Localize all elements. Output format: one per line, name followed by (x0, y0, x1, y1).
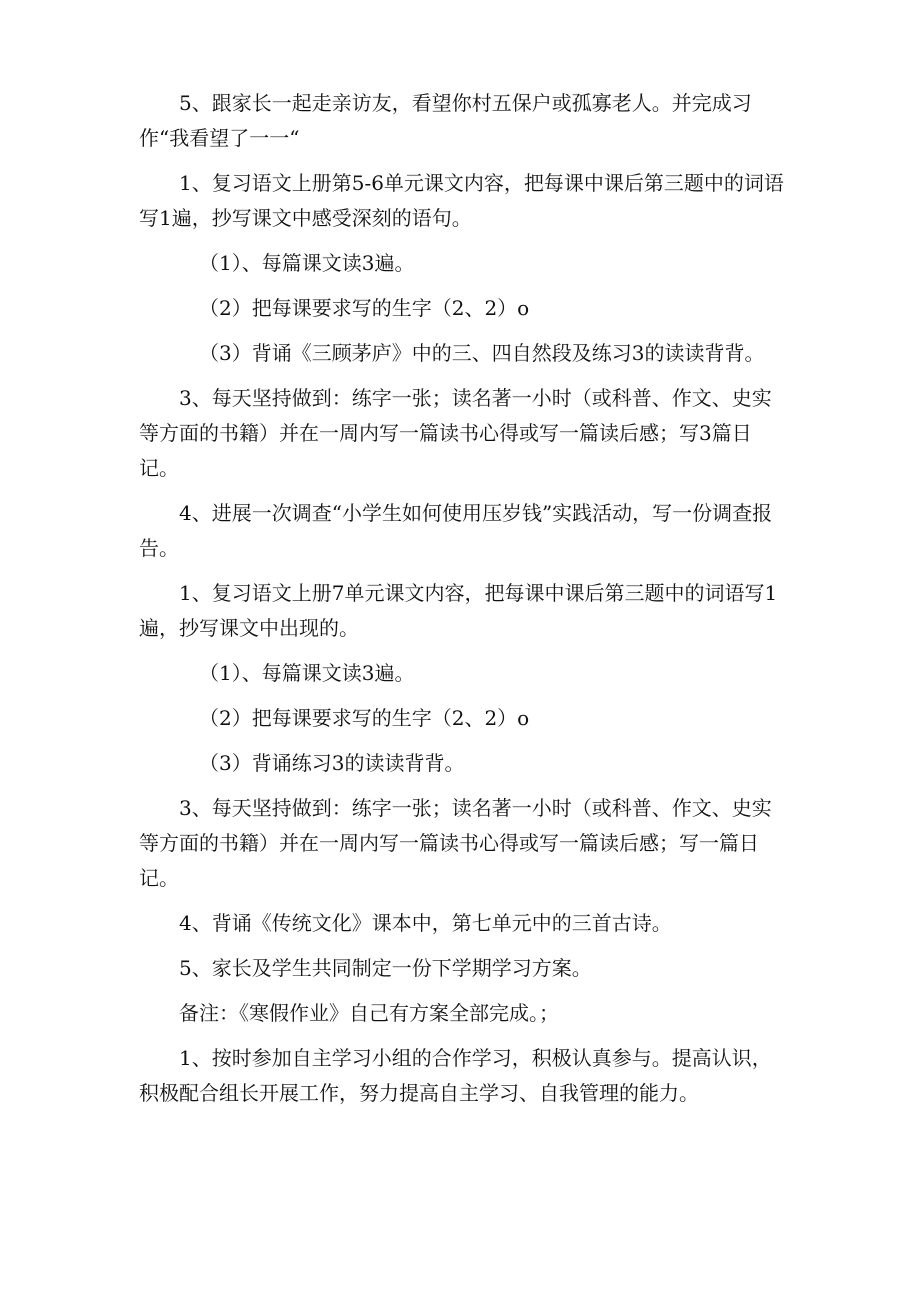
paragraph-review-units-5-6: 1、复习语文上册第5-6单元课文内容，把每课中课后第三题中的词语写1遍，抄写课文中感受深刻的语句。 (139, 171, 784, 230)
paragraph-note: 备注：《寒假作业》自己有方案全部完成。； (179, 1001, 559, 1025)
paragraph-visit-elders: 5、跟家长一起走亲访友，看望你村五保户或孤寡老人。并完成习作“我看望了一一“ (139, 91, 752, 150)
paragraph-survey: 4、进展一次调查“小学生如何使用压岁钱”实践活动，写一份调查报告。 (139, 501, 773, 560)
paragraph-sub-read-3-times-2: （1）、每篇课文读3遍。 (199, 661, 415, 685)
paragraph-recite-poems: 4、背诵《传统文化》课本中，第七单元中的三首古诗。 (179, 911, 672, 935)
paragraph-study-plan: 5、家长及学生共同制定一份下学期学习方案。 (179, 956, 592, 980)
document-body (139, 86, 789, 1121)
paragraph-sub-recite-exercise-3: （3）背诵练习3的读读背背。 (199, 751, 465, 775)
paragraph-study-group: 1、按时参加自主学习小组的合作学习，积极认真参与。提高认识，积极配合组长开展工作，努力提高自主学习、自我管理的能力。 (139, 1046, 772, 1105)
paragraph-daily-practice: 3、每天坚持做到：练字一张；读名著一小时（或科普、作文、史实等方面的书籍）并在一周内写一篇读书心得或写一篇读后感；写3篇日记。 (139, 386, 772, 480)
paragraph-sub-read-3-times: （1）、每篇课文读3遍。 (199, 251, 415, 275)
paragraph-sub-write-characters: （2）把每课要求写的生字（2、2）o (199, 296, 530, 320)
paragraph-sub-write-characters-2: （2）把每课要求写的生字（2、2）o (199, 706, 530, 730)
paragraph-review-unit-7: 1、复习语文上册7单元课文内容，把每课中课后第三题中的词语写1遍，抄写课文中出现的。 (139, 581, 778, 640)
paragraph-sub-recite-sangu: （3）背诵《三顾茅庐》中的三、四自然段及练习3的读读背背。 (199, 341, 765, 365)
paragraph-daily-practice-2: 3、每天坚持做到：练字一张；读名著一小时（或科普、作文、史实等方面的书籍）并在一周内写一篇读书心得或写一篇读后感；写一篇日记。 (139, 796, 772, 890)
